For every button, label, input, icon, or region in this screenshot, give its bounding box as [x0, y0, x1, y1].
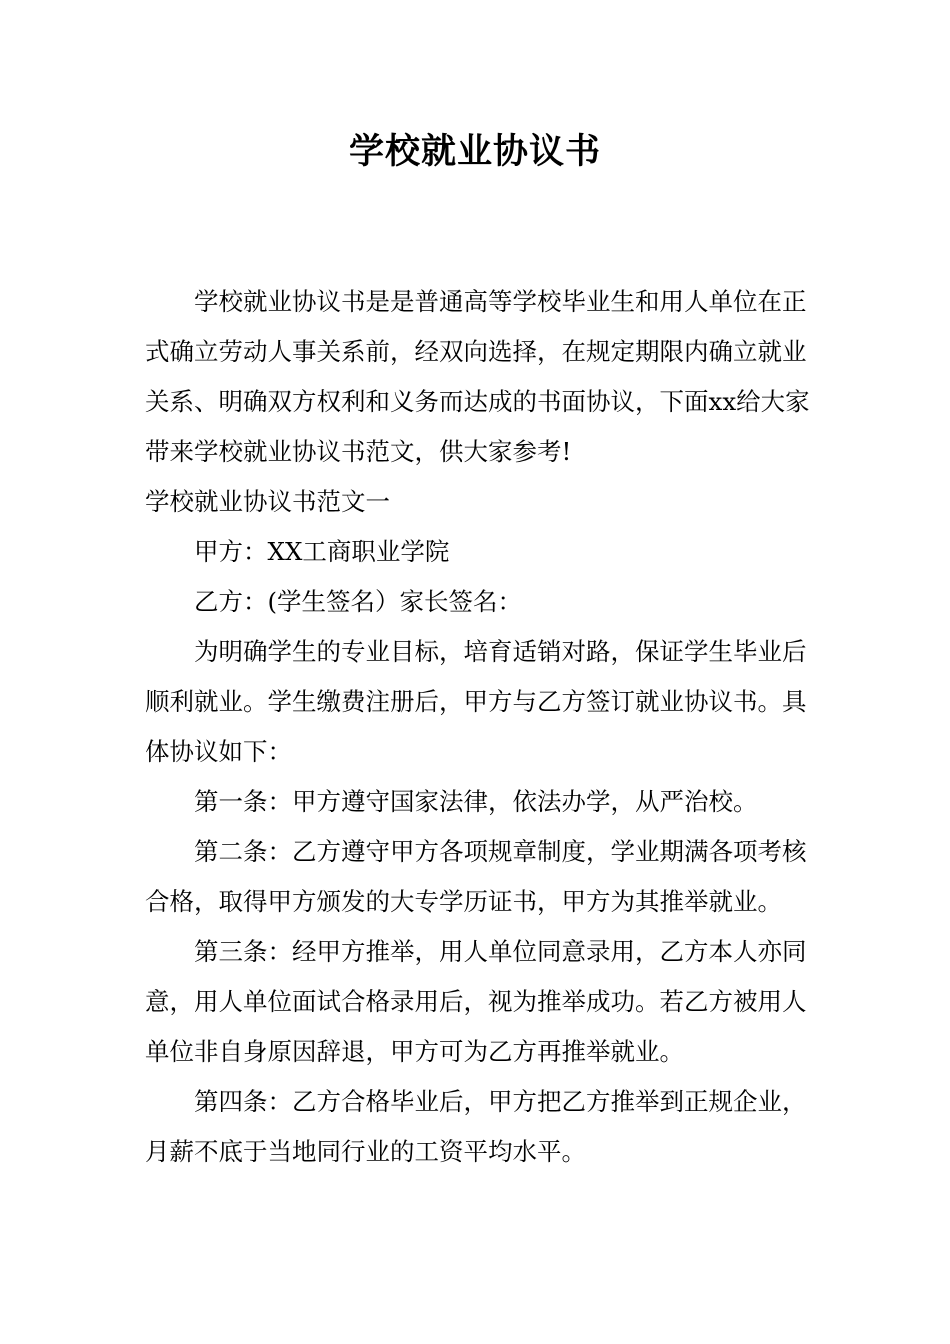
article-1: 第一条：甲方遵守国家法律，依法办学，从严治校。: [194, 787, 758, 816]
party-a-line: 甲方：XX工商职业学院: [194, 537, 450, 566]
section-heading: 学校就业协议书范文一: [145, 487, 390, 516]
article-4: 第四条：乙方合格毕业后，甲方把乙方推举到正规企业，月薪不底于当地同行业的工资平均水平。: [145, 1087, 807, 1166]
document-title: 学校就业协议书: [348, 132, 601, 172]
document-body: [145, 277, 810, 1177]
purpose-paragraph: 为明确学生的专业目标，培育适销对路，保证学生毕业后顺利就业。学生缴费注册后，甲方与乙方签订就业协议书。具体协议如下：: [145, 637, 807, 766]
intro-paragraph: 学校就业协议书是是普通高等学校毕业生和用人单位在正式确立劳动人事关系前，经双向选择，在规定期限内确立就业关系、明确双方权利和义务而达成的书面协议，下面xx给大家带来学校就业协议书范文，供大家参考!: [145, 287, 810, 466]
article-2: 第二条：乙方遵守甲方各项规章制度，学业期满各项考核合格，取得甲方颁发的大专学历证书，甲方为其推举就业。: [145, 837, 807, 916]
article-3: 第三条：经甲方推举，用人单位同意录用，乙方本人亦同意，用人单位面试合格录用后，视为推举成功。若乙方被用人单位非自身原因辞退，甲方可为乙方再推举就业。: [145, 937, 807, 1066]
party-b-line: 乙方：(学生签名）家长签名：: [194, 587, 523, 616]
